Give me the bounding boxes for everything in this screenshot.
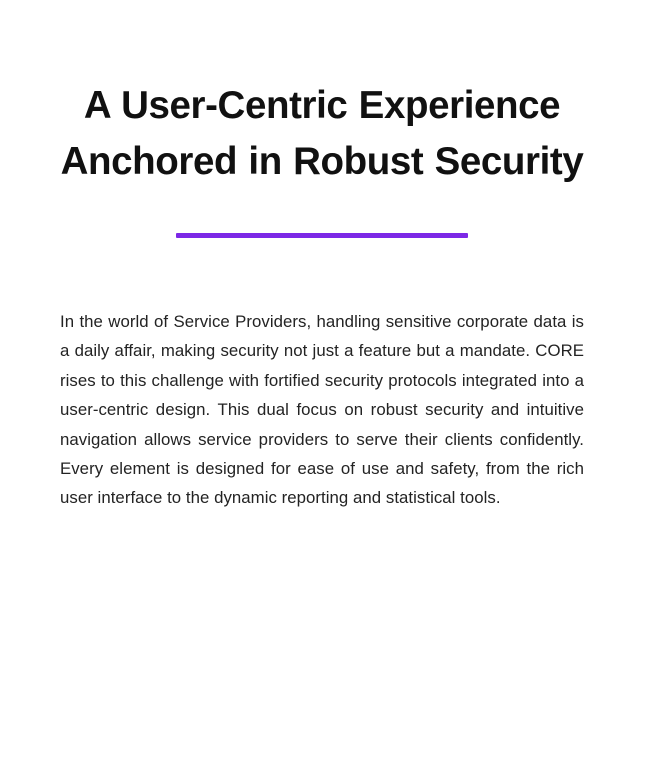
accent-rule — [176, 233, 468, 238]
page-title: A User-Centric Experience Anchored in Robust Security — [60, 84, 584, 183]
content-column — [60, 0, 584, 513]
body-paragraph: In the world of Service Providers, handling sensitive corporate data is a daily affair, making security not just a feature but a mandate. CORE rises to this challenge with fortified security protocols integrated into a user-centric design. This dual focus on robust security and intuitive navigation allows service providers to serve their clients confidently. Every element is designed for ease of use and safety, from the rich user interface to the dynamic reporting and statistical tools. — [60, 312, 584, 508]
